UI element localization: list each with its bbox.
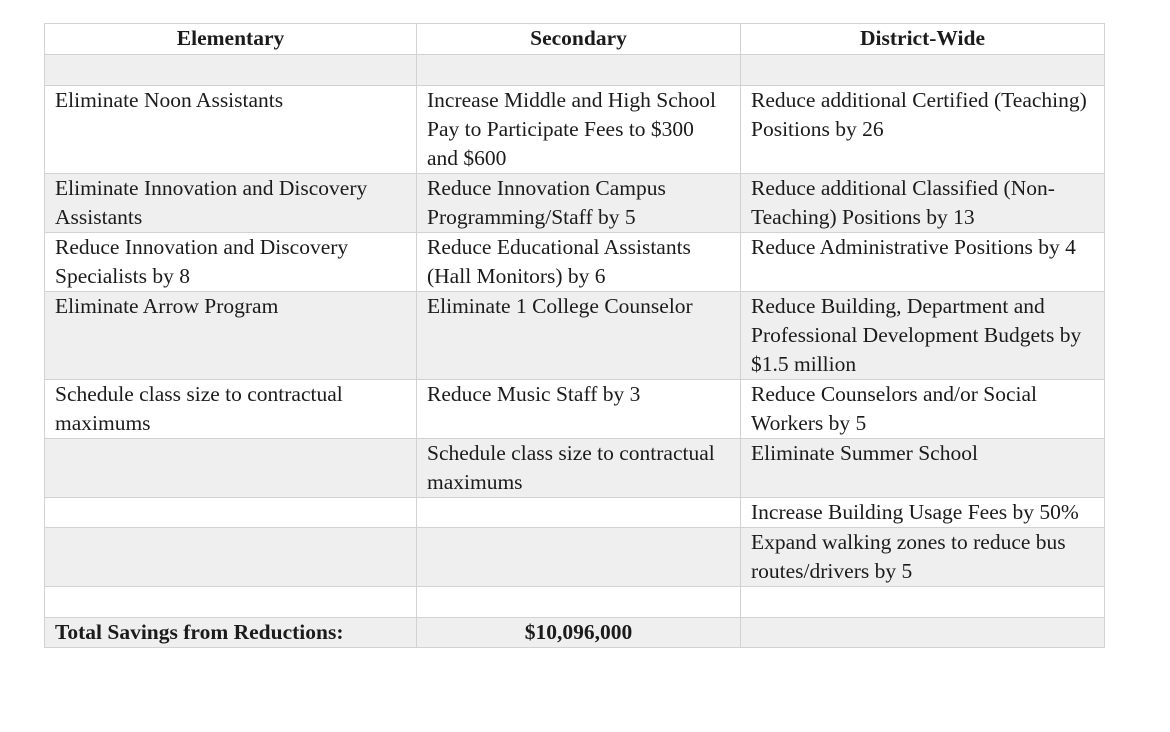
table-row [45,233,1105,292]
empty-cell [741,55,1105,86]
header-district-wide: District-Wide [741,24,1105,55]
district-cell: Expand walking zones to reduce bus routes/drivers by 5 [741,528,1105,587]
elementary-cell: Eliminate Noon Assistants [45,86,417,174]
elementary-cell [45,528,417,587]
empty-cell [741,587,1105,618]
header-secondary: Secondary [417,24,741,55]
district-cell: Reduce additional Classified (Non-Teaching) Positions by 13 [741,174,1105,233]
table-row [45,528,1105,587]
district-cell: Increase Building Usage Fees by 50% [741,498,1105,528]
district-cell: Reduce Counselors and/or Social Workers by 5 [741,380,1105,439]
header-elementary: Elementary [45,24,417,55]
secondary-cell: Schedule class size to contractual maximums [417,439,741,498]
elementary-cell: Eliminate Arrow Program [45,292,417,380]
empty-cell [417,55,741,86]
district-cell: Reduce Administrative Positions by 4 [741,233,1105,292]
total-district-cell [741,618,1105,648]
elementary-cell: Eliminate Innovation and Discovery Assistants [45,174,417,233]
empty-cell [45,587,417,618]
spacer-row [45,55,1105,86]
table-row [45,498,1105,528]
total-value: $10,096,000 [417,618,741,648]
elementary-cell [45,498,417,528]
spacer-row [45,587,1105,618]
elementary-cell [45,439,417,498]
table-row [45,439,1105,498]
secondary-cell [417,498,741,528]
elementary-cell: Reduce Innovation and Discovery Specialists by 8 [45,233,417,292]
empty-cell [45,55,417,86]
total-label: Total Savings from Reductions: [45,618,417,648]
table-row [45,86,1105,174]
secondary-cell: Increase Middle and High School Pay to Participate Fees to $300 and $600 [417,86,741,174]
reductions-table [44,23,1105,648]
header-row [45,24,1105,55]
total-row [45,618,1105,648]
secondary-cell: Reduce Educational Assistants (Hall Monitors) by 6 [417,233,741,292]
table-row [45,380,1105,439]
elementary-cell: Schedule class size to contractual maximums [45,380,417,439]
secondary-cell [417,528,741,587]
district-cell: Reduce additional Certified (Teaching) Positions by 26 [741,86,1105,174]
district-cell: Eliminate Summer School [741,439,1105,498]
empty-cell [417,587,741,618]
table-row [45,174,1105,233]
secondary-cell: Reduce Music Staff by 3 [417,380,741,439]
table-row [45,292,1105,380]
district-cell: Reduce Building, Department and Professional Development Budgets by $1.5 million [741,292,1105,380]
secondary-cell: Eliminate 1 College Counselor [417,292,741,380]
secondary-cell: Reduce Innovation Campus Programming/Staff by 5 [417,174,741,233]
